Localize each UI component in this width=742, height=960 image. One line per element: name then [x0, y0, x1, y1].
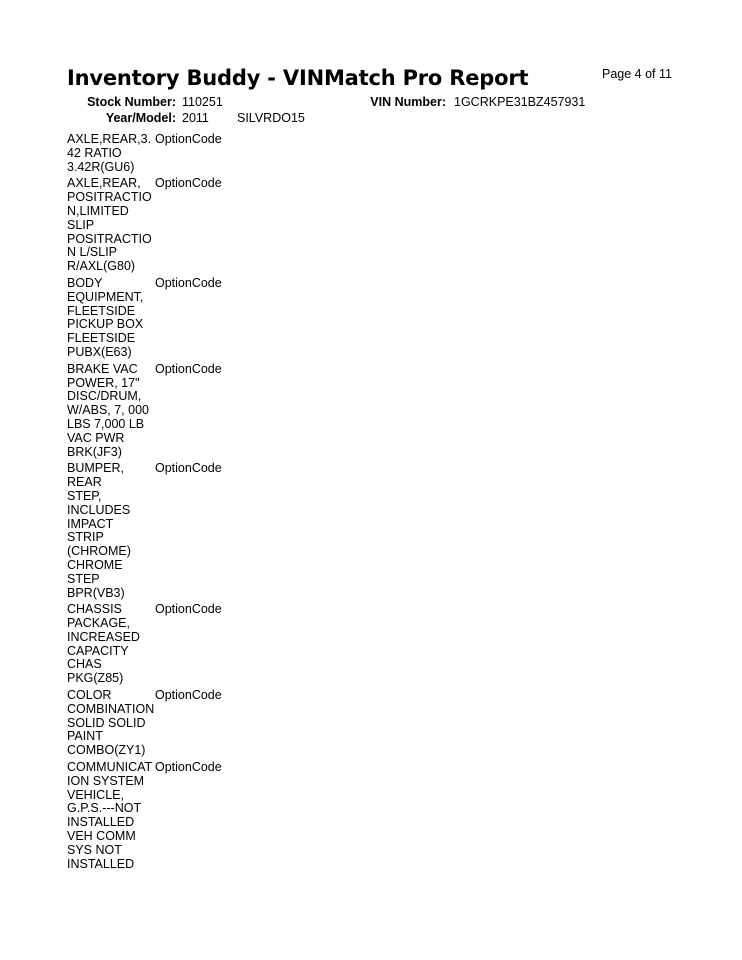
- option-type: OptionCode: [155, 275, 222, 290]
- option-type: OptionCode: [155, 176, 222, 191]
- option-type: OptionCode: [155, 602, 222, 617]
- option-type: OptionCode: [155, 132, 222, 146]
- stock-number-value: 110251: [182, 95, 223, 109]
- option-description: AXLE,REAR,3. 42 RATIO 3.42R(GU6): [67, 132, 152, 174]
- option-description: COMMUNICAT ION SYSTEM VEHICLE, G.P.S.---NOT INSTALLED VEH COMM SYS NOT INSTALLED: [67, 760, 153, 871]
- page-indicator: Page 4 of 11: [602, 67, 672, 81]
- year-value: 2011: [182, 111, 209, 125]
- option-row: [67, 761, 222, 874]
- year-model-label: Year/Model:: [105, 111, 176, 125]
- option-type: OptionCode: [155, 688, 222, 703]
- option-type: OptionCode: [155, 361, 222, 376]
- option-description: BRAKE VAC POWER, 17" DISC/DRUM, W/ABS, 7, 000 LBS 7,000 LB VAC PWR BRK(JF3): [67, 361, 149, 459]
- report-title: Inventory Buddy - VINMatch Pro Report: [67, 66, 529, 90]
- option-row: [67, 177, 222, 277]
- option-row: [67, 277, 222, 363]
- option-row: [67, 462, 222, 603]
- vin-number-value: 1GCRKPE31BZ457931: [454, 95, 586, 109]
- option-row: [67, 689, 222, 761]
- option-row: [67, 363, 222, 463]
- option-description: BUMPER, REAR STEP, INCLUDES IMPACT STRIP (CHROME) CHROME STEP BPR(VB3): [67, 461, 131, 600]
- option-row: [67, 603, 222, 689]
- option-description: CHASSIS PACKAGE, INCREASED CAPACITY CHAS PKG(Z85): [67, 602, 140, 686]
- stock-number-label: Stock Number:: [87, 95, 176, 109]
- option-list: [67, 133, 222, 874]
- option-description: COLOR COMBINATION SOLID SOLID PAINT COMBO(ZY1): [67, 688, 155, 758]
- model-value: SILVRDO15: [237, 111, 305, 125]
- option-type: OptionCode: [155, 760, 222, 775]
- option-description: AXLE,REAR, POSITRACTIO N,LIMITED SLIP POSITRACTIO N L/SLIP R/AXL(G80): [67, 176, 152, 274]
- option-description: BODY EQUIPMENT, FLEETSIDE PICKUP BOX FLEETSIDE PUBX(E63): [67, 275, 144, 359]
- option-row: [67, 133, 222, 177]
- option-type: OptionCode: [155, 461, 222, 476]
- vin-number-label: VIN Number:: [370, 95, 446, 109]
